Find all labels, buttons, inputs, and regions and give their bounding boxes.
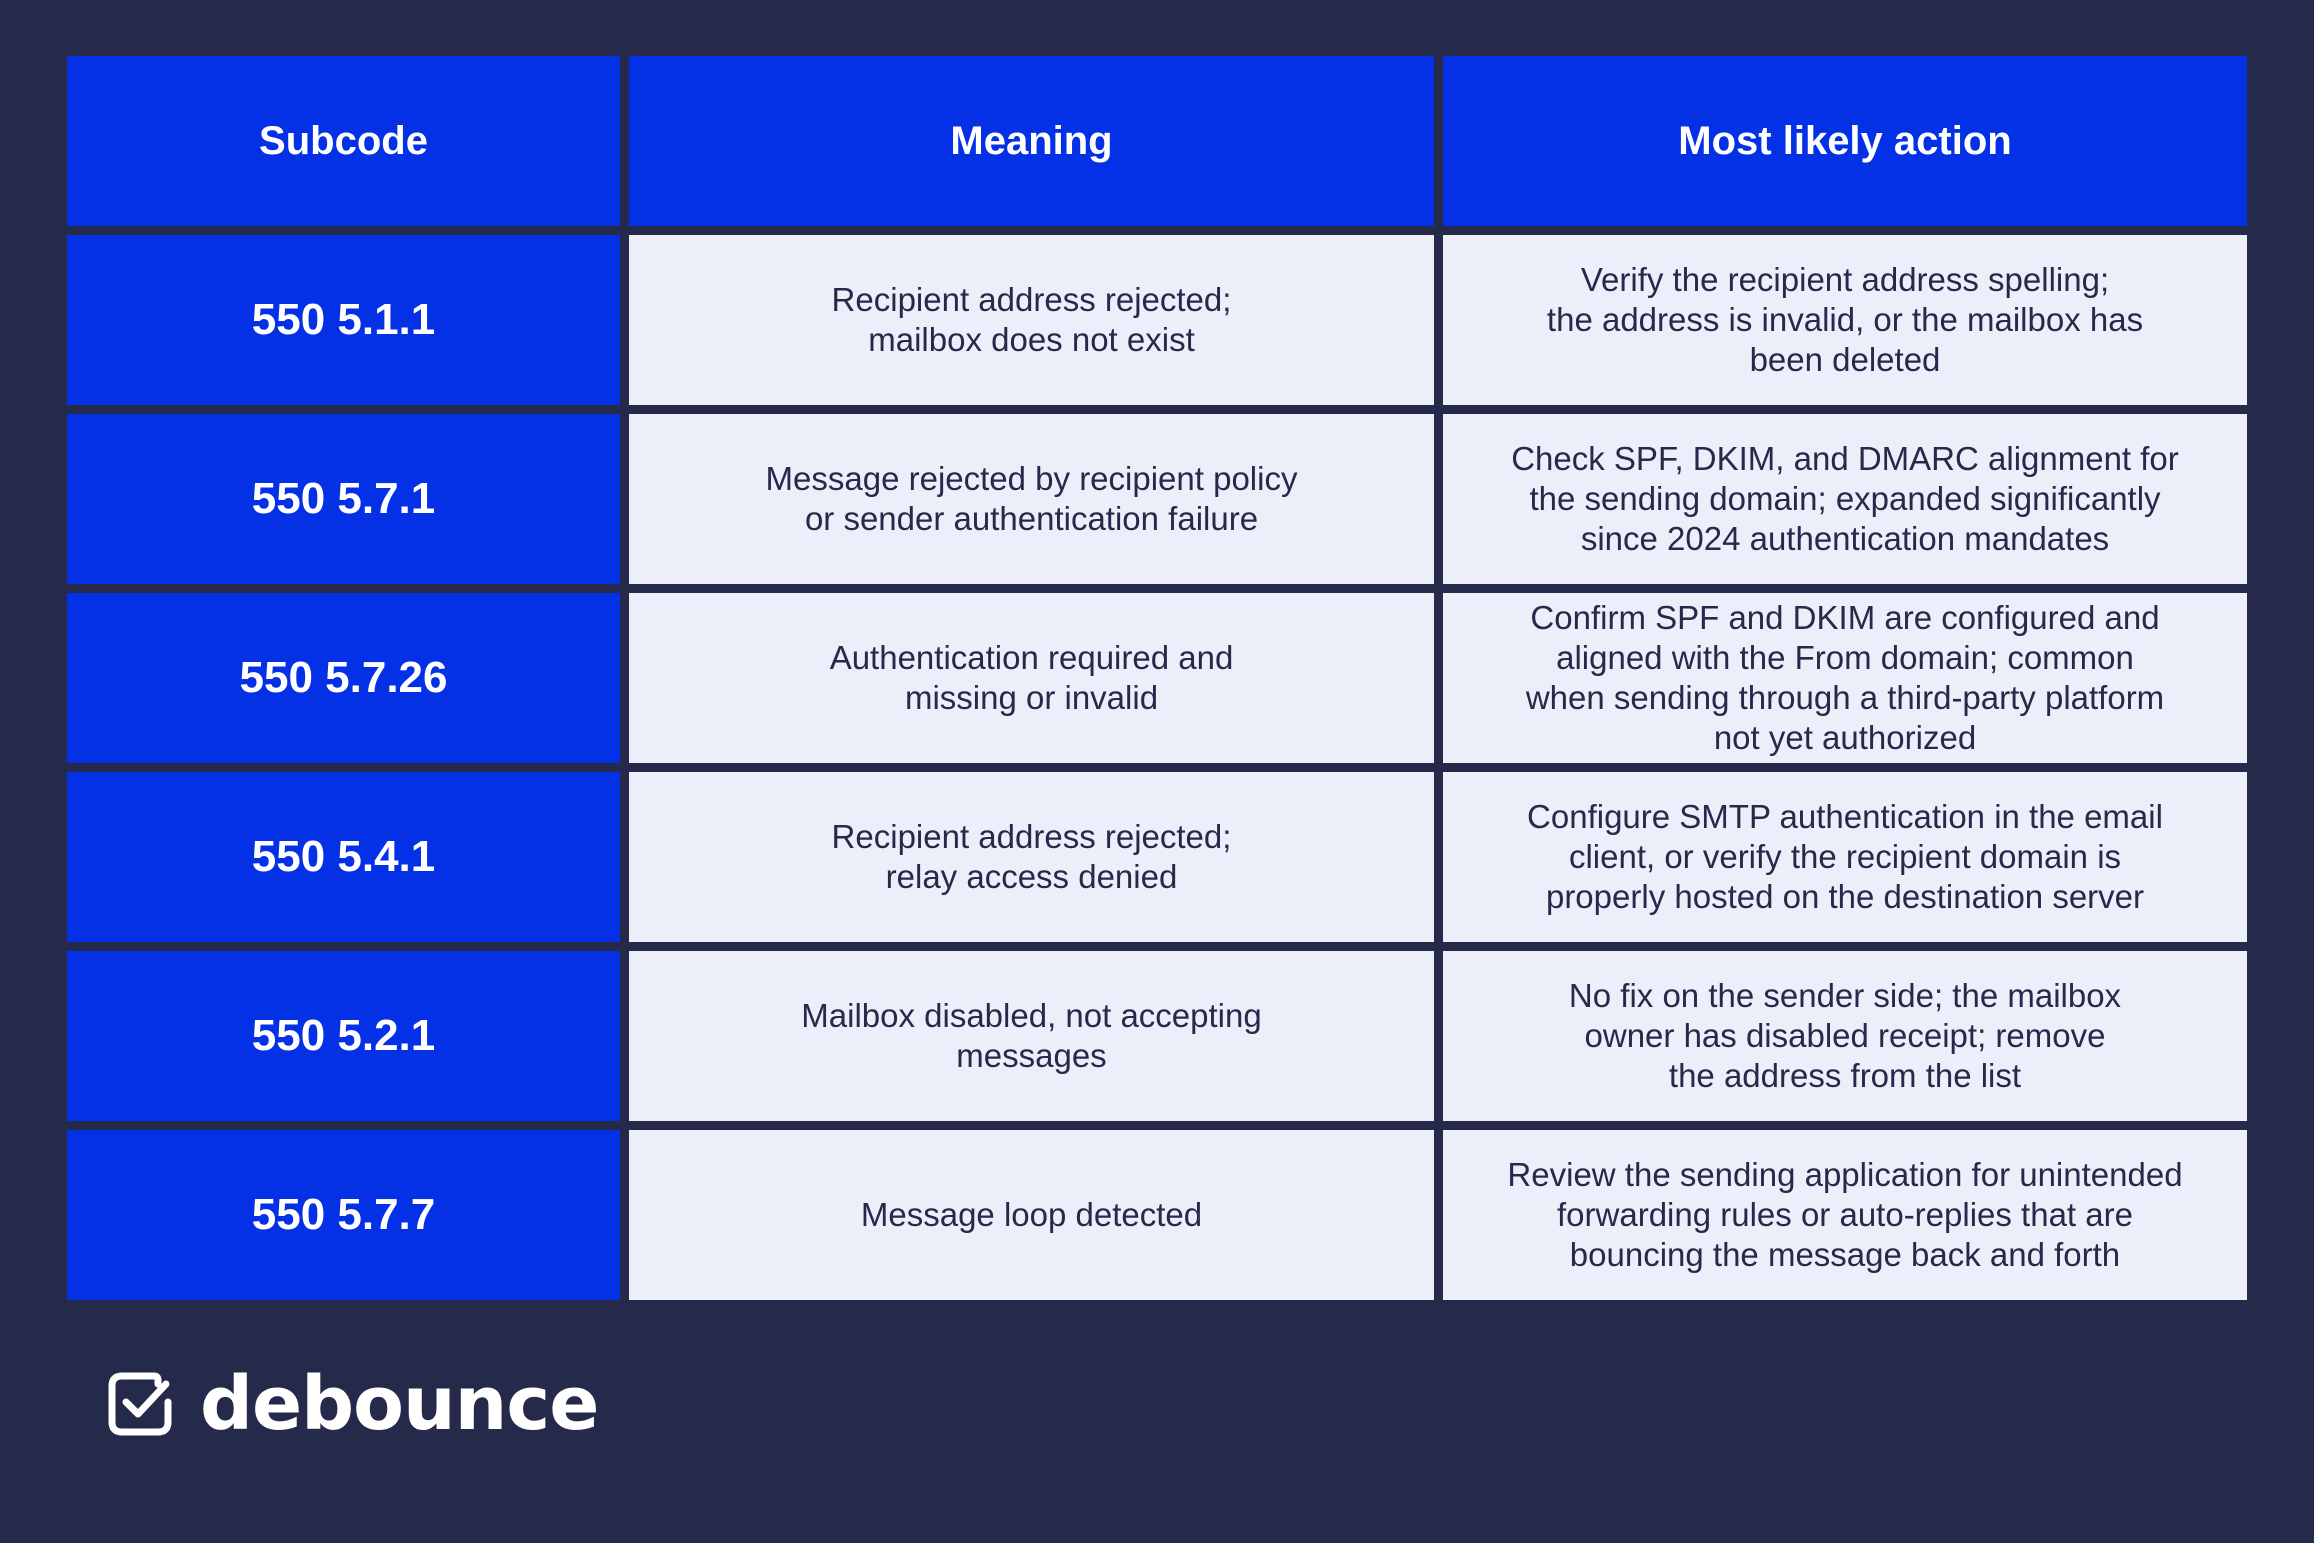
row-code: 550 5.7.7 — [67, 1130, 620, 1300]
row-meaning: Message rejected by recipient policy or sender authentication failure — [629, 414, 1434, 584]
row-meaning: Message loop detected — [629, 1130, 1434, 1300]
checkbox-check-icon — [108, 1372, 172, 1436]
row-meaning: Recipient address rejected; mailbox does not exist — [629, 235, 1434, 405]
row-code: 550 5.7.1 — [67, 414, 620, 584]
header-action: Most likely action — [1443, 56, 2247, 226]
header-meaning: Meaning — [629, 56, 1434, 226]
row-meaning: Mailbox disabled, not accepting messages — [629, 951, 1434, 1121]
row-meaning: Authentication required and missing or invalid — [629, 593, 1434, 763]
row-action: Confirm SPF and DKIM are configured and aligned with the From domain; common when sending through a third-party platform not yet authorized — [1443, 593, 2247, 763]
row-action: Verify the recipient address spelling; the address is invalid, or the mailbox has been deleted — [1443, 235, 2247, 405]
row-action: Configure SMTP authentication in the email client, or verify the recipient domain is properly hosted on the destination server — [1443, 772, 2247, 942]
row-meaning: Recipient address rejected; relay access denied — [629, 772, 1434, 942]
header-subcode: Subcode — [67, 56, 620, 226]
row-code: 550 5.7.26 — [67, 593, 620, 763]
bounce-codes-table — [67, 56, 2247, 1300]
row-code: 550 5.2.1 — [67, 951, 620, 1121]
row-action: No fix on the sender side; the mailbox owner has disabled receipt; remove the address from the list — [1443, 951, 2247, 1121]
row-action: Review the sending application for unintended forwarding rules or auto-replies that are bouncing the message back and forth — [1443, 1130, 2247, 1300]
row-action: Check SPF, DKIM, and DMARC alignment for the sending domain; expanded significantly since 2024 authentication mandates — [1443, 414, 2247, 584]
row-code: 550 5.4.1 — [67, 772, 620, 942]
brand-name: debounce — [200, 1361, 599, 1447]
row-code: 550 5.1.1 — [67, 235, 620, 405]
debounce-logo — [108, 1361, 599, 1447]
